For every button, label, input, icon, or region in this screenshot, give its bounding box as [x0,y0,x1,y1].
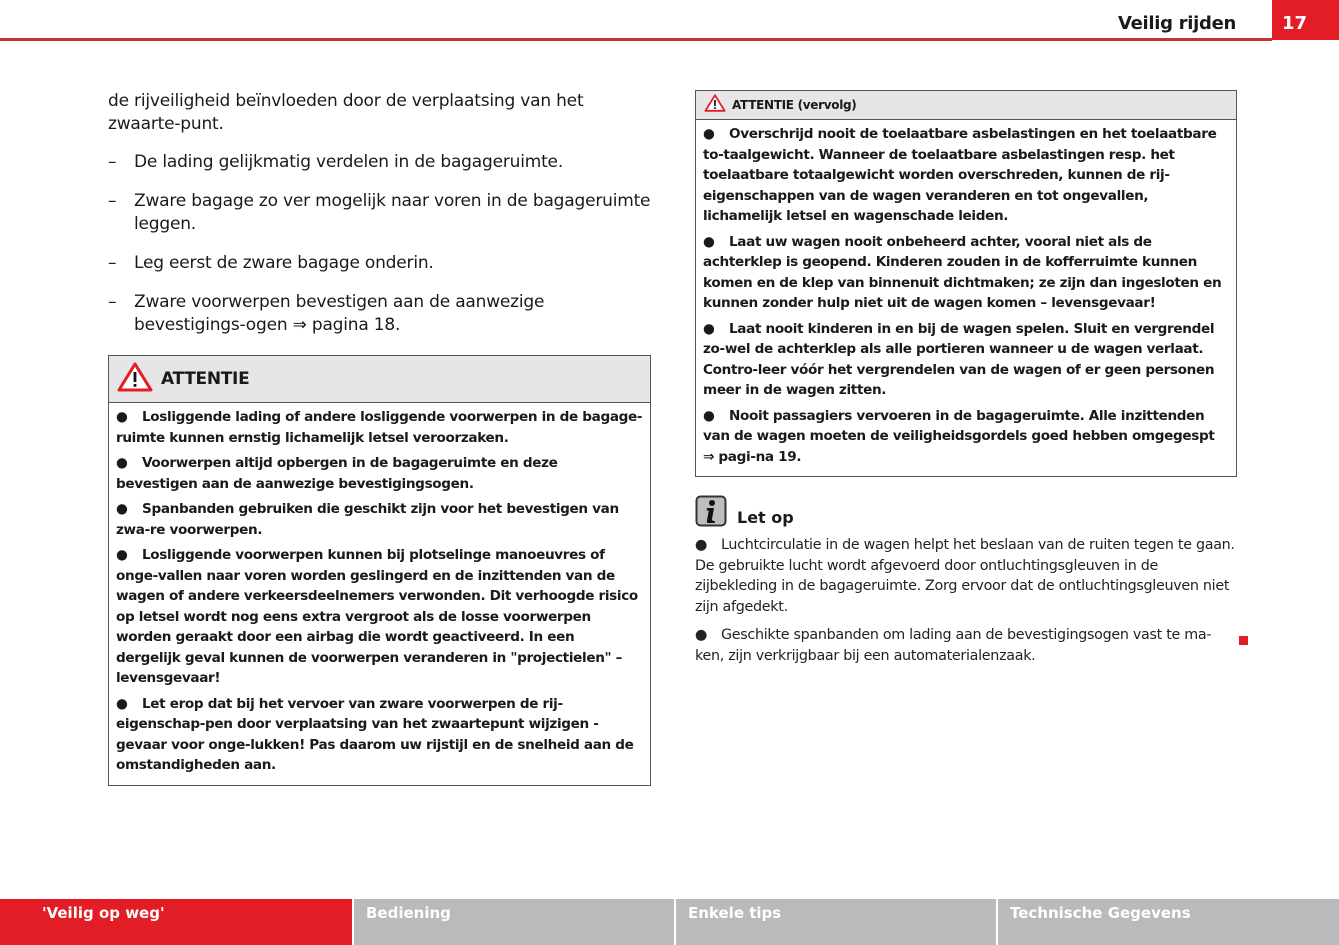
warning-item: ● Losliggende voorwerpen kunnen bij plotselinge manoeuvres of onge-vallen naar voren worden geslingerd en de inzittenden van de wagen of andere verkeersdeelnemers verwonden. Dit verhoogde risico op letsel wordt nog eens extra vergroot als de losse voorwerpen worden geraakt door een airbag die wordt geactiveerd. In een dergelijk geval kunnen de voorwerpen veranderen in "projectielen" – levensgevaar! [116,547,638,686]
dash-marker: – [108,253,117,273]
tab-enkele-tips[interactable]: Enkele tips [676,899,996,945]
step-item [108,151,651,174]
step-text: Zware bagage zo ver mogelijk naar voren in de bagageruimte leggen. [134,191,651,234]
tab-veilig-op-weg[interactable]: 'Veilig op weg' [0,899,352,945]
step-item [108,291,651,337]
footer-nav [0,899,1339,945]
note-title: Let op [737,507,794,527]
section-title: Veilig rijden [1117,13,1236,34]
dash-marker: – [108,152,117,172]
step-item [108,190,651,236]
bullet-icon: ● [695,627,708,643]
warning-body [109,403,650,785]
dash-marker: – [108,292,117,312]
bullet-icon: ● [116,455,128,471]
warning-triangle-icon [117,362,153,396]
bullet-icon: ● [703,126,715,142]
tab-bediening[interactable]: Bediening [354,899,674,945]
bullet-icon: ● [116,501,128,517]
warning-item: ● Laat nooit kinderen in en bij de wagen spelen. Sluit en vergrendel zo-wel de achterklep als alle portieren wanneer u de wagen verlaat. Contro-leer vóór het vergrendelen van de wagen of er geen personen meer in de wagen zitten. [703,320,1215,398]
right-column [695,90,1237,674]
warning-item: ● Let erop dat bij het vervoer van zware voorwerpen de rij-eigenschap-pen door verplaatsing van het zwaartepunt wijzigen - gevaar voor onge-lukken! Pas daarom uw rijstijl en de snelheid aan de omstandigheden aan. [116,695,634,773]
warning-title: ATTENTIE (vervolg) [732,98,857,112]
warning-header [109,356,650,403]
bullet-icon: ● [695,537,708,553]
tab-technische-gegevens[interactable]: Technische Gegevens [998,899,1339,945]
warning-item: ● Overschrijd nooit de toelaatbare asbelastingen en het toelaatbare to-taalgewicht. Wanneer de toelaatbare asbelastingen resp. het toelaatbare totaalgewicht worden overschreden, kunnen de rij-eigenschappen van de wagen veranderen en tot ongevallen, lichamelijk letsel en wagenschade leiden. [703,126,1217,224]
warning-item: ● Voorwerpen altijd opbergen in de bagageruimte en deze bevestigen aan de aanwezige bevestigingsogen. [116,455,558,492]
header-rule [0,38,1272,41]
warning-triangle-icon [704,94,726,116]
note-item: ● Geschikte spanbanden om lading aan de bevestigingsogen vast te ma-ken, zijn verkrijgbaar bij een automaterialenzaak. [695,627,1212,664]
step-text: De lading gelijkmatig verdelen in de bagageruimte. [134,152,564,172]
info-icon [695,495,727,531]
warning-item [703,406,1229,468]
bullet-icon: ● [703,233,715,250]
warning-box [108,355,651,786]
warning-item: ● Laat uw wagen nooit onbeheerd achter, vooral niet als de achterklep is geopend. Kinderen zouden in de kofferruimte kunnen komen en de klep van binnenuit dichtmaken; ze zijn dan ingesloten en kunnen zonder hulp niet uit de wagen komen – levensgevaar! [703,233,1222,311]
intro-paragraph: de rijveiligheid beïnvloeden door de verplaatsing van het zwaarte-punt. [108,91,584,134]
step-text [134,291,651,337]
warning-box-continued [695,90,1237,477]
note-item: ● Luchtcirculatie in de wagen helpt het beslaan van de ruiten tegen te gaan. De gebruikte lucht wordt afgevoerd door ontluchtingsgleuven in de zijbekleding in de bagageruimte. Zorg ervoor dat de ontluchtingsgleuven niet zijn afgedekt. [695,537,1235,615]
warning-item: ● Spanbanden gebruiken die geschikt zijn voor het bevestigen van zwa-re voorwerpen. [116,501,619,538]
warning-item: ● Losliggende lading of andere losliggende voorwerpen in de bagage-ruimte kunnen ernstig lichamelijk letsel veroorzaken. [116,409,643,446]
note-header [695,495,1237,531]
bullet-icon: ● [703,320,715,337]
warning-header [696,91,1236,120]
page-19-link[interactable]: Nooit passagiers vervoeren in de bagageruimte. Alle inzittenden van de wagen moeten de veiligheidsgordels goed hebben omgegespt ⇒ pagi-na 19. [703,407,1215,465]
step-item [108,252,651,275]
left-column [108,90,651,786]
bullet-icon: ● [703,407,715,424]
section-end-marker [1239,636,1248,645]
warning-body [696,120,1236,476]
page-number: 17 [1272,0,1339,40]
bullet-icon: ● [116,547,128,563]
step-text: Leg eerst de zware bagage onderin. [134,253,434,273]
bullet-icon: ● [116,409,128,425]
page-18-link[interactable]: Zware voorwerpen bevestigen aan de aanwezige bevestigings-ogen ⇒ pagina 18. [134,292,545,335]
bullet-icon: ● [116,695,128,712]
warning-title: ATTENTIE [161,369,250,389]
dash-marker: – [108,191,117,211]
